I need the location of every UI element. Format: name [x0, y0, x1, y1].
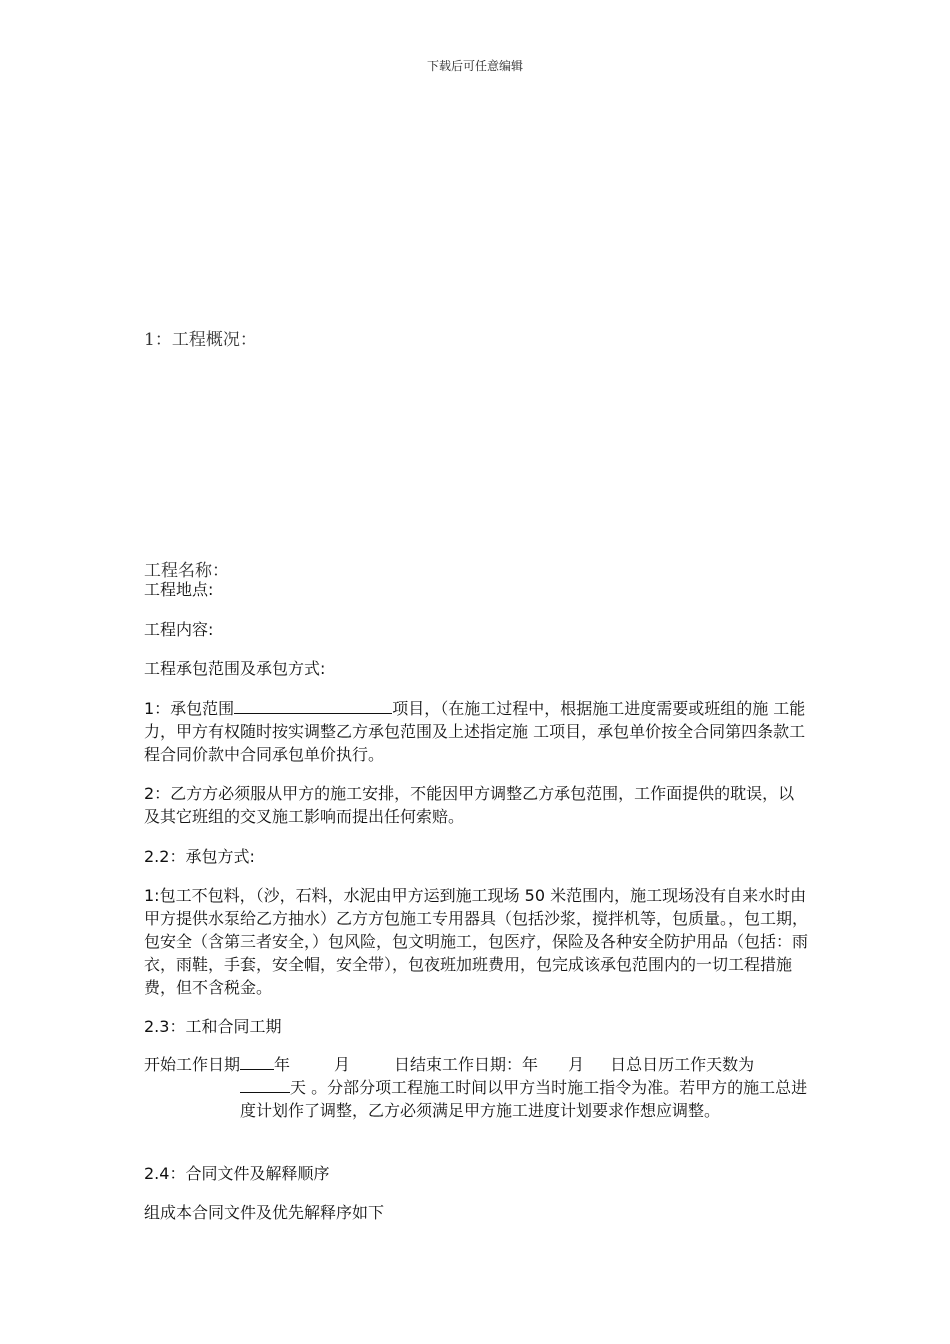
end-date-label: 日结束工作日期：年 [394, 1055, 539, 1074]
scope-item-1 [144, 696, 809, 766]
scope-item-2: 2：乙方方必须服从甲方的施工安排，不能因甲方调整乙方承包范围，工作面提供的耽误，以及其它班组的交叉施工影响而提出任何索赔。 [144, 784, 795, 826]
scope-item-1-text: 项目，（在施工过程中，根据施工进度需要或班组的施 工能力，甲方有权随时按实调整乙方承包范围及上述指定施 工项目，承包单价按全合同第四条款工程合同价款中合同承包单价执行。 [144, 699, 806, 764]
scope-blank-line [234, 696, 392, 714]
period-days-text [240, 1075, 808, 1122]
method-title: 2.2：承包方式: [144, 847, 255, 866]
total-days-label: 日总日历工作天数为 [610, 1055, 755, 1074]
header-note: 下载后可任意编辑 [426, 59, 523, 73]
month-label-2: 月 [568, 1055, 585, 1074]
project-name-label: 工程名称： [144, 561, 229, 581]
documents-title: 2.4：合同文件及解释顺序 [144, 1164, 330, 1183]
section-title-project-overview: 1：工程概况： [144, 330, 257, 350]
start-year-blank [240, 1052, 274, 1070]
period-dates-line [144, 1052, 809, 1076]
method-text: 1:包工不包料，（沙，石料，水泥由甲方运到施工现场 50 米范围内，施工现场没有自来水时由甲方提供水泵给乙方抽水）乙方方包施工专用器具（包括沙浆，搅拌机等，包质量。，包工期，包安全（含第三者安全，）包风险，包文明施工，包医疗，保险及各种安全防护用品（包括：雨衣，雨鞋，手套，安全帽，安全带），包夜班加班费用，包完成该承包范围内的一切工程措施费，但不含税金。 [144, 886, 809, 997]
month-label-1: 月 [334, 1055, 351, 1074]
year-label-1: 年 [274, 1055, 291, 1074]
days-suffix-text: 天 。分部分项工程施工时间以甲方当时施工指令为准。若甲方的施工总进度计划作了调整，乙方必须满足甲方施工进度计划要求作想应调整。 [240, 1078, 808, 1120]
period-title: 2.3：工和合同工期 [144, 1017, 282, 1036]
start-date-label: 开始工作日期 [144, 1055, 241, 1074]
scope-item-1-prefix: 1：承包范围 [144, 699, 235, 718]
documents-text: 组成本合同文件及优先解释序如下 [144, 1203, 385, 1222]
project-location-label: 工程地点: [144, 580, 214, 599]
project-content-label: 工程内容: [144, 620, 214, 639]
scope-method-label: 工程承包范围及承包方式: [144, 659, 326, 678]
total-days-blank [240, 1075, 290, 1093]
